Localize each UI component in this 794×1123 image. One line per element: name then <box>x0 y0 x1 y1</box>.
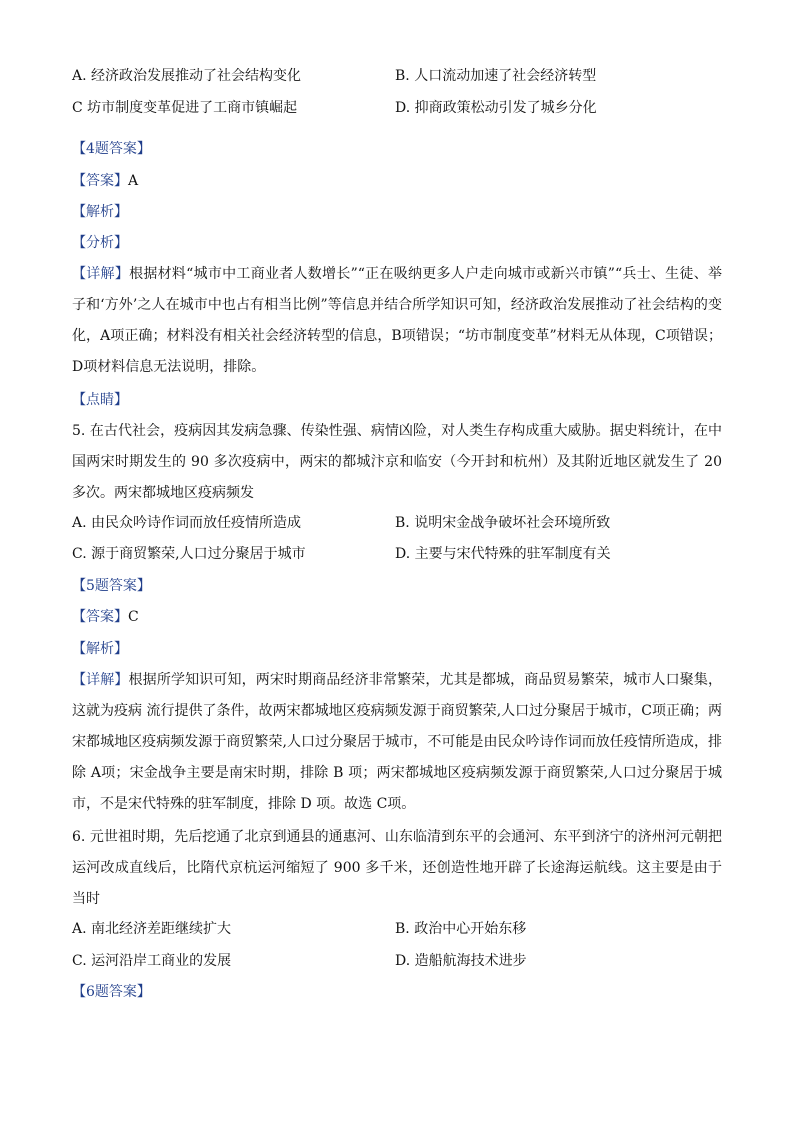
q5-option-d: D. 主要与宋代特殊的驻军制度有关 <box>395 546 611 562</box>
detail-text: 根据所学知识可知，两宋时期商品经济非常繁荣，尤其是都城，商品贸易繁荣，城市人口聚集，这就为疫病 流行提供了条件，故两宋都城地区疫病频发源于商贸繁荣,人口过分聚居于城市，C项正确；两宋都城地区疫病频发源于商贸繁荣,人口过分聚居于城市，不可能是由民众吟诗作词而放任疫情所造成，排除 A项；宋金战争主要是南宋时期，排除 B 项；两宋都城地区疫病频发源于商贸繁荣,人口过分聚居于城市，不是宋代特殊的驻军制度，排除 D 项。故选 C项。 <box>72 672 723 812</box>
answer-tag: 【答案】 <box>72 609 128 625</box>
q5-answer-line <box>72 606 139 628</box>
q4-detail-paragraph <box>72 259 722 383</box>
detail-text: 根据材料“城市中工商业者人数增长”“正在吸纳更多人户走向城市或新兴市镇”“兵士、生徒、举子和‘方外’之人在城市中也占有相当比例”等信息并结合所学知识可知，经济政治发展推动了社会结构的变化，A项正确；材料没有相关社会经济转型的信息，B项错误；“坊市制度变革”材料无从体现，C项错误；D项材料信息无法说明，排除。 <box>72 266 722 375</box>
q4-answer-line <box>72 170 138 192</box>
q6-stem: 6. 元世祖时期，先后挖通了北京到通县的通惠河、山东临清到东平的会通河、东平到济宁的济州河元朝把运河改成直线后，比隋代京杭运河缩短了 900 多千米，还创造性地开辟了长途海运航线。这主要是由于当时 <box>72 829 722 907</box>
q5-option-a: A. 由民众吟诗作词而放任疫情所造成 <box>72 515 302 531</box>
q6-option-c: C. 运河沿岸工商业的发展 <box>72 953 232 969</box>
q5-answer-header: 【5题答案】 <box>72 578 151 594</box>
q5-stem: 5. 在古代社会，疫病因其发病急骤、传染性强、病情凶险，对人类生存构成重大威胁。据史料统计，在中国两宋时期发生的 90 多次疫病中，两宋的都城汴京和临安（今开封和杭州）及其附近地区就发生了 20多次。两宋都城地区疫病频发 <box>72 423 722 501</box>
q3-option-c: C 坊市制度变革促进了工商市镇崛起 <box>72 100 298 116</box>
q4-answer-header: 【4题答案】 <box>72 141 151 157</box>
q4-fenxi-tag: 【分析】 <box>72 235 128 251</box>
q6-option-b: B. 政治中心开始东移 <box>395 921 527 937</box>
answer-value: C <box>128 609 139 625</box>
detail-tag: 【详解】 <box>72 266 130 282</box>
q5-option-b: B. 说明宋金战争破坏社会环境所致 <box>395 515 611 531</box>
answer-tag: 【答案】 <box>72 173 128 189</box>
q4-dianjing-tag: 【点睛】 <box>72 392 128 408</box>
q4-analysis-tag: 【解析】 <box>72 204 128 220</box>
q3-option-d: D. 抑商政策松动引发了城乡分化 <box>395 100 597 116</box>
q6-answer-header: 【6题答案】 <box>72 984 151 1000</box>
q5-analysis-tag: 【解析】 <box>72 641 128 657</box>
q3-option-a: A. 经济政治发展推动了社会结构变化 <box>72 68 302 84</box>
detail-tag: 【详解】 <box>72 672 129 688</box>
q6-option-d: D. 造船航海技术进步 <box>395 953 527 969</box>
answer-value: A <box>128 173 139 189</box>
q3-option-b: B. 人口流动加速了社会经济转型 <box>395 68 597 84</box>
q6-option-a: A. 南北经济差距继续扩大 <box>72 921 232 937</box>
q5-option-c: C. 源于商贸繁荣,人口过分聚居于城市 <box>72 546 306 562</box>
q5-detail-paragraph <box>72 665 722 820</box>
